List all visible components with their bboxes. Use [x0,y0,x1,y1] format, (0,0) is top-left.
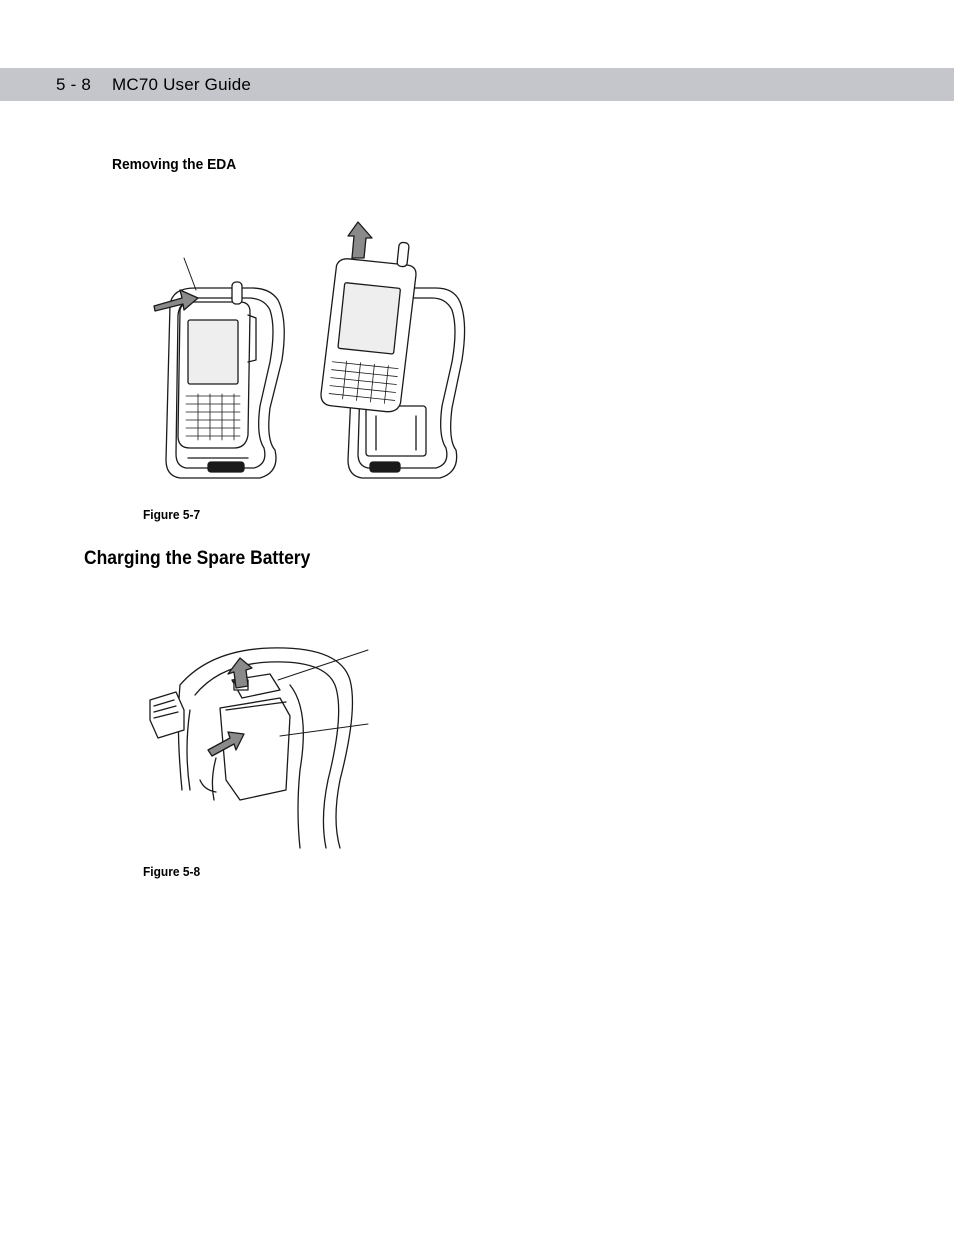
document-title: MC70 User Guide [112,75,252,94]
figure-5-7-caption: Figure 5-7 [143,507,201,522]
left-callout-line [184,258,196,290]
lift-up-arrow [348,222,372,258]
figure-5-7-illustration [140,210,480,490]
figure-5-8-illustration [140,640,380,855]
callout-battery-line [280,724,368,736]
figure-5-8-caption: Figure 5-8 [143,864,201,879]
page-number: 5 - 8 [56,75,92,94]
charging-spare-battery-heading: Charging the Spare Battery [84,548,311,569]
removing-eda-heading: Removing the EDA [112,156,237,173]
left-device [178,282,256,448]
spare-battery [220,698,290,800]
